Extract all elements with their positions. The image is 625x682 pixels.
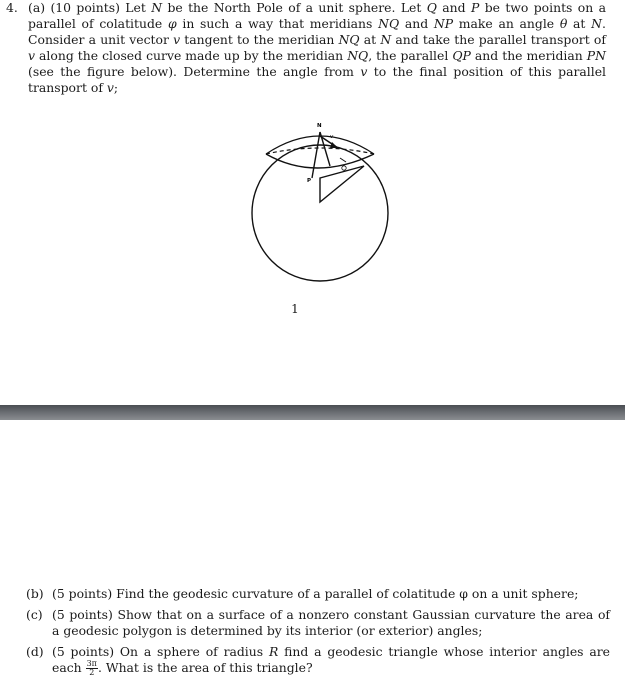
part-b-text: (5 points) Find the geodesic curvature of a parallel of colatitude φ on a unit sphere; xyxy=(52,586,579,601)
part-c-label: (c) xyxy=(26,607,43,622)
problem-parts xyxy=(26,586,610,682)
part-b-label: (b) xyxy=(26,586,44,601)
sphere-diagram xyxy=(240,118,400,298)
label-v: v xyxy=(330,134,334,140)
vector-triangle xyxy=(320,166,364,202)
problem-text: (a) (10 points) Let N be the North Pole of a unit sphere. Let Q and P be two points on a parallel of colatitude φ in such a way that meridians NQ and NP make an angle θ at N. Consider a unit vector v tangent to the meridian NQ at N and take the parallel transport of v along the closed curve made up by the meridian NQ, the parallel QP and the meridian PN (see the figure below). Determine the angle from v to the final position of this parallel transport of v; xyxy=(28,0,606,95)
part-d: (d) (5 points) On a sphere of radius R find a geodesic triangle whose interior angles are each $\frac{3\pi}{2}$ . What is the area of this triangle? xyxy=(26,644,610,677)
label-P: P xyxy=(307,178,312,184)
problem-number: 4. xyxy=(6,0,18,15)
sphere-figure xyxy=(240,118,400,298)
page-number: 1 xyxy=(291,302,299,316)
sphere-outline xyxy=(252,145,388,281)
parallel-dashed xyxy=(266,148,374,154)
page-2 xyxy=(0,420,625,682)
part-d-label: (d) xyxy=(26,644,44,659)
part-b xyxy=(26,586,610,602)
fraction-3pi-over-2: $\frac{3\pi}{2}$ xyxy=(86,659,97,677)
theta-mark xyxy=(342,166,346,170)
problem-4 xyxy=(6,0,606,96)
label-N: N xyxy=(317,123,322,129)
part-c xyxy=(26,607,610,639)
small-tick xyxy=(340,158,346,162)
part-c-text: (5 points) Show that on a surface of a nonzero constant Gaussian curvature the area of a geodesic polygon is determined by its interior (or exterior) angles; xyxy=(52,607,610,638)
meridian-NQ xyxy=(312,132,320,178)
page-separator xyxy=(0,405,625,420)
